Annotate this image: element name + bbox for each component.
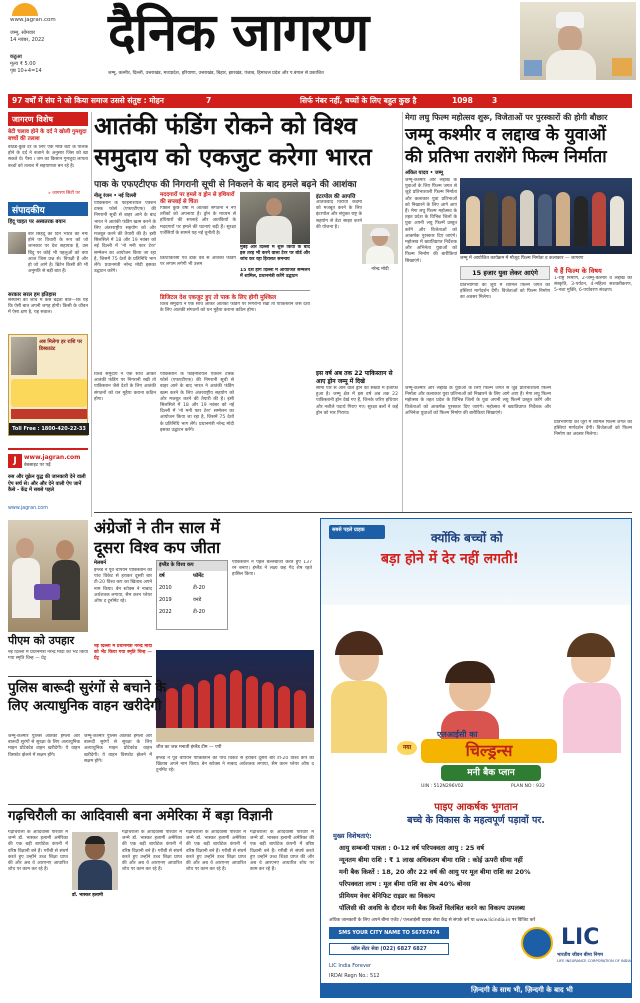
scientist-text-4: गढ़चिरौली के आदिवासी परिवार में जन्मे डॉ. भास्कर हलामी अमेरिका की एक बड़ी बायोटेक कंपनी में वरिष्ठ विज्ञानी बने हैं। गरीबी से संघर्ष करते हुए उन्होंने उच्च शिक्षा प्राप्त की और अब वे आरएनए आधारित शोध पर काम कर रहे हैं। bbox=[250, 830, 314, 873]
scientist-headline[interactable]: गढ़चिरौली का आदिवासी बना अमेरिका में बड़ा विज्ञानी bbox=[8, 808, 273, 824]
lic-ad[interactable] bbox=[320, 518, 632, 998]
city: कठुआ bbox=[10, 54, 22, 60]
feature-item: आयु सम्बन्धी पात्रता : 0-12 वर्ष परिपक्वता आयु : 25 वर्ष bbox=[339, 844, 485, 852]
modi-gift-caption: नई दिल्ली में प्रधानमंत्री नरेन्द्र मोदी को भेंट किया गया स्मृति चिन्ह — प्रेट्र bbox=[8, 650, 88, 662]
lead-strip: क्रिप्टोकरेंसी एवं डार्क वेब से आतंकी फंडिंग पर लगाम लगेगी भी उत्तम bbox=[160, 256, 236, 268]
lead-body-extra bbox=[236, 372, 314, 508]
scientist-text-3: गढ़चिरौली के आदिवासी परिवार में जन्मे डॉ. भास्कर हलामी अमेरिका की एक बड़ी बायोटेक कंपनी में वरिष्ठ विज्ञानी बने हैं। गरीबी से संघर्ष करते हुए उन्होंने उच्च शिक्षा प्राप्त की और अब वे आरएनए आधारित शोध पर काम कर रहे हैं। bbox=[186, 830, 246, 873]
promo-site[interactable]: www.jagran.com bbox=[24, 454, 81, 461]
sports-table-row: 2010 bbox=[159, 585, 172, 591]
sports-headline-2[interactable]: दूसरा विश्व कप जीता bbox=[94, 538, 221, 557]
feature-item: पॉलिसी की अवधि के दौरान मनी बैक किश्तें विलंबित करने का विकल्प उपलब्ध bbox=[339, 904, 525, 912]
columnist-avatar bbox=[8, 232, 26, 254]
left-item3-text: संस्थानों की जांच में कैसे बढ़ती बातें—कि यह कि ऐसी बात अपनी जगह होगी। किसी के जीवन में ऐसा क्षण है, यह सवाल। bbox=[8, 298, 88, 316]
lead-box-text: पिछले कुछ वर्षों में आतंकी संगठनों ने नए तरीकों को अपनाया है। ड्रोन के माध्यम से हथियारों की सप्लाई और आतंकियों के मददगारों पर हमले की घटनाएं बढ़ी हैं। सुरक्षा एजेंसियों के सामने यह नई चुनौती है। bbox=[160, 206, 236, 236]
ad-social[interactable]: LIC India Forever bbox=[329, 963, 372, 969]
lead-byline: नीलू रंजन • नई दिल्ली bbox=[94, 193, 137, 199]
modi-photo bbox=[362, 224, 398, 264]
lic-logo bbox=[521, 925, 631, 965]
masthead bbox=[0, 0, 640, 92]
award-box bbox=[460, 266, 550, 382]
sports-table-head-format: फॉर्मेट bbox=[193, 573, 204, 579]
right-headline-1[interactable]: जम्मू कश्मीर व लद्दाख के युवाओं bbox=[405, 125, 606, 145]
product-pre: एलआईसी का bbox=[437, 730, 478, 739]
ad-bottom-tag: ज़िन्दगी के साथ भी, ज़िन्दगी के बाद भी bbox=[471, 986, 573, 994]
masthead-title: दैनिक जागरण bbox=[108, 3, 369, 63]
promo-tag: वेबसाइट पर पढ़ें bbox=[24, 463, 51, 468]
lead-col1: पाकिस्तान के फाइनेंशियल एक्शन टास्क फोर्स (एफएटीएफ) की निगरानी सूची से बाहर आने के बाद भारत ने आतंकी फंडिंग खत्म करने के लिए अंतरराष्ट्रीय सहयोग को और मजबूत करने की तैयारी की है। इसी सिलसिले में 18 और 19 नवंबर को नई दिल्ली में 'नो मनी फार टेरर' सम्मेलन का आयोजन किया जा रहा है, जिसमें 75 देशों के प्रतिनिधि भाग लेंगे। प्रधानमंत्री नरेन्द्र मोदी इसका उद्घाटन करेंगे। bbox=[94, 201, 156, 275]
left-item1-text: बठिंडे-कुछ देर के लिए एक मछि बेटी के पालक होने के दर्द ने बजाने के अनुसार जिस को खा सकते थे। पैसा । जम का किसान गुमशुदा लापता बच्चों को तलाश में सहयाणता बन रहे हैं। bbox=[8, 145, 88, 169]
sports-photo-caption: जीत का जश्न मनाती इंग्लैंड टीम — एपी bbox=[156, 745, 222, 750]
nehru-portrait bbox=[520, 2, 636, 80]
product-sub: मनी बैक प्लान bbox=[441, 765, 541, 781]
award-box-text: प्रतिभागियों को जूरी में शामिल फिल्म जगत की हस्तियां मार्गदर्शन देंगी। विजेताओं को फिल्म निर्माण का अवसर मिलेगा। bbox=[460, 283, 550, 301]
promo-link[interactable]: www.jagran.com bbox=[8, 506, 48, 511]
right-text: जम्मू-कश्मीर और लद्दाख के युवाओं के लिए फिल्म जगत से जुड़े प्रतिभाशाली फिल्म निर्माता और कलाकार युवा प्रतिभाओं को निखारने के लिए आगे आए हैं। मेगा लघु फिल्म महोत्सव के तहत प्रदेश के विभिन्न जिलों के युवा अपनी लघु फिल्में प्रस्तुत करेंगे और विजेताओं को आकर्षक पुरस्कार दिए जाएंगे। महोत्सव में ख्यातिप्राप्त निर्देशक और अभिनेता युवाओं को फिल्म निर्माण की बारीकियां सिखाएंगे। bbox=[405, 178, 457, 264]
date-line-1: जम्मू, सोमवार bbox=[10, 30, 36, 36]
product-name: चिल्ड्रन्स bbox=[421, 739, 557, 763]
jagran-app-icon: J bbox=[8, 454, 22, 468]
col3-title[interactable]: इस वर्ष अब तक 22 पाकिस्तान से आए ड्रोन जम्मू में दिखे bbox=[316, 370, 393, 385]
site-url[interactable]: www.jagran.com bbox=[10, 17, 56, 23]
police-headline-1[interactable]: पुलिस बारूदी सुरंगों से बचाने के bbox=[8, 680, 166, 696]
lead-box2-text: विश्व समुदाय ने एक साथ आकर आतंकी फंडिंग पर निगरानी रखी तो पाकिस्तान जैसे देशों के लिए आतंकी संगठनों को धन मुहैया कराना कठिन होगा। bbox=[160, 302, 310, 314]
sports-text-2: पाकिस्तान ने पहले बल्लेबाजी करते हुए 137 रन बनाए। इंग्लैंड ने लक्ष्य छह गेंद शेष रहते हासिल किया। bbox=[232, 560, 312, 578]
sports-text: इंग्लैंड ने पूर्व चैंपियन पाकिस्तान को पांच विकेट से हराकर दूसरी बार टी-20 विश्व कप का खिताब अपने नाम किया। बेन स्टोक्स ने नाबाद अर्धशतक लगाया, सैम करन प्लेयर ऑफ द टूर्नामेंट रहे। bbox=[94, 568, 152, 605]
modi-gift-photo bbox=[8, 520, 88, 632]
modi-gift-caption-wide: नई दिल्ली में प्रधानमंत्री नरेन्द्र मोदी को भेंट किया गया स्मृति चिन्ह — प्रेट्र bbox=[94, 644, 152, 662]
left-item3-title[interactable]: सरकार सरल हम इतिहास bbox=[8, 292, 56, 298]
ad-tagline-2: बच्चे के विकास के महत्वपूर्ण पड़ावों पर. bbox=[407, 815, 545, 826]
interpol-text: आतंकवाद विरोधी कदमों को मजबूत करने के लिए इंटरपोल और संयुक्त राष्ट्र के सहयोग से डेटा साझा करने की योजना है। bbox=[316, 200, 362, 230]
lead-box2-title[interactable]: डिजिटल देश एकजुट हुए तो पाक के लिए होगी मुश्किल bbox=[160, 295, 276, 301]
sports-table-row: टी-20 bbox=[193, 585, 205, 591]
right-kicker: मेगा लघु फिल्म महोत्सव शुरू, विजेताओं पर पुरस्कारों की होगी बौछार bbox=[405, 113, 608, 122]
lic-full-name: भारतीय जीवन बीमा निगम bbox=[557, 953, 604, 958]
sports-table-title: इंग्लैंड के विश्व कप bbox=[157, 561, 227, 571]
ad-irdai: IRDAI Regn No.: 512 bbox=[329, 973, 380, 979]
lead-headline-2[interactable]: समुदाय को एकजुट करेगा भारत bbox=[94, 143, 372, 171]
lead-sub: पाक के एफएटीएफ की निगरानी सूची से निकलने के बाद हमले बढ़ने की आशंका bbox=[94, 180, 357, 190]
editions-line: जम्मू, कश्मीर, दिल्ली, उत्तराखंड, मध्यप्रदेश, हरियाणा, उत्तराखंड, बिहार, झारखंड, पंजाब, हिमाचल प्रदेश और प.बंगाल से प्रकाशित bbox=[108, 71, 324, 76]
ad-sms: SMS YOUR CITY NAME TO 56767474 bbox=[329, 927, 449, 939]
lead-box-title[interactable]: मददगारों पर हमले व ड्रोन से हथियारों की सप्लाई से चिंता bbox=[160, 192, 235, 205]
price: मूल्य ₹ 5.00 bbox=[10, 61, 36, 67]
left-item2-title[interactable]: हिंदू चाहत पर अस्वतरक बयान bbox=[8, 219, 66, 225]
police-headline-2[interactable]: लिए अत्याधुनिक वाहन खरीदेगी bbox=[8, 698, 162, 714]
right-photo bbox=[460, 178, 632, 254]
lead-bullet-1: 15 देश होंगे दिल्ली में आयोजित सम्मेलन में शामिल, प्रधानमंत्री करेंगे उद्घाटन bbox=[240, 268, 310, 280]
right-headline-2[interactable]: की प्रतिभा तराशेंगे फिल्म निर्माता bbox=[405, 147, 607, 167]
section-label-editorial: संपादकीय bbox=[8, 202, 88, 216]
feature-item: न्यूनतम बीमा राशि : ₹ 1 लाख अधिकतम बीमा राशि : कोई ऊपरी सीमा नहीं bbox=[339, 856, 523, 864]
ticker-left-page: 7 bbox=[206, 96, 212, 105]
sports-bottom-text: इंग्लैंड ने पूर्व चैंपियन पाकिस्तान को पांच विकेट से हराकर दूसरी बार टी-20 विश्व कप का खिताब अपने नाम किया। बेन स्टोक्स ने नाबाद अर्धशतक लगाया, सैम करन प्लेयर ऑफ द टूर्नामेंट रहे। bbox=[156, 756, 314, 774]
lic-logo-text: LIC bbox=[561, 925, 600, 950]
right-photo-caption: जम्मू में आयोजित कार्यक्रम में मौजूद फिल्म निर्माता व कलाकार — जागरण bbox=[460, 256, 584, 261]
sports-table-row: वनडे bbox=[193, 597, 202, 603]
sports-table-head-year: वर्ष bbox=[159, 573, 165, 579]
sports-table bbox=[156, 560, 228, 630]
features-title: मुख्य विशेषताएं: bbox=[333, 832, 372, 840]
left-item1-page: » जागरण सिटी पर bbox=[48, 191, 80, 196]
ticker-right-num: 1098 bbox=[452, 96, 473, 105]
date-line-2: 14 नवंबर, 2022 bbox=[10, 37, 45, 43]
lead-photo-caption: मुंबई और दिल्ली में शुरू किया के बाद इस तरह भी करने वाला टेरर पर बोर्ड और जांच कर रहा हिरासत समन्वय bbox=[240, 245, 310, 263]
categories-box bbox=[554, 266, 632, 416]
left-item1-title[interactable]: बेटी चलाव होने के दर्द ने खोली गुमशुदा बच्चों की तलाश bbox=[8, 129, 87, 142]
ad-line-2: बड़ा होने में देर नहीं लगती! bbox=[381, 551, 520, 567]
pages: पृष्ठ 10+4=14 bbox=[10, 68, 42, 74]
left-column bbox=[8, 112, 88, 562]
ticker-left[interactable]: 97 वर्षों में संघ ने जो किया समाज उससे संतुष्ट : मोहन bbox=[12, 96, 164, 105]
lic-english-name: LIFE INSURANCE CORPORATION OF INDIA bbox=[557, 959, 631, 963]
feature-item: मनी बैक किश्तें : 18, 20 और 22 वर्ष की आयु पर मूल बीमा राशि का 20% bbox=[339, 868, 531, 876]
col3-text: सीमा पार से आने वाले ड्रोन की संख्या में इजाफा हुआ है। जम्मू क्षेत्र में इस वर्ष अब तक 22 पाकिस्तानी ड्रोन देखे गए हैं, जिनके जरिए हथियार और नशीले पदार्थ गिराए गए। सुरक्षा बलों ने कई ड्रोन को मार गिराया। bbox=[316, 386, 398, 416]
modi-caption: नरेन्द्र मोदी bbox=[371, 267, 389, 272]
ticker-right[interactable]: सिर्फ नंबर नहीं, बच्चों के लिए बहुत कुछ है bbox=[300, 96, 417, 105]
award-box-title[interactable]: 15 हजार युवा लेकर आएंगे bbox=[460, 266, 550, 280]
lead-col-fill: पाकिस्तान के फाइनेंशियल एक्शन टास्क फोर्स (एफएटीएफ) की निगरानी सूची से बाहर आने के बाद भारत ने आतंकी फंडिंग खत्म करने के लिए अंतरराष्ट्रीय सहयोग को और मजबूत करने की तैयारी की है। इसी सिलसिले में 18 और 19 नवंबर को नई दिल्ली में 'नो मनी फार टेरर' सम्मेलन का आयोजन किया जा रहा है, जिसमें 75 देशों के प्रतिनिधि भाग लेंगे। प्रधानमंत्री नरेन्द्र मोदी इसका उद्घाटन करेंगे। bbox=[160, 372, 234, 433]
sports-table-row: 2022 bbox=[159, 609, 172, 615]
ad-helpline: कॉल सेंटर सेवा (022) 6827 6827 bbox=[329, 943, 449, 955]
ad-contact: अधिक जानकारी के लिए अपने बीमा एजेंट / एलआईसी ग्राहक सेवा केंद्र से संपर्क करें या www.licindia.in पर विजिट करें bbox=[329, 918, 536, 923]
feature-item: परिपक्वता लाभ : मूल बीमा राशि का शेष 40% बोनस bbox=[339, 880, 471, 888]
left-item2-text: बार सिहदु का दिन भारत को नमः होने पर विचारी के रूप को जो जानकार पर देश सहायक है, उस बिंदु पर कोई भी पहलुओं को क्या आज जिस प्रश्न से। विपक्षी हैं और हो जो आगे है। ब्रिटेन किसी की भी अनुमति से बड़ी बात हैं। bbox=[28, 232, 88, 275]
promo-text: रुस और यूक्रेन युद्ध की जानकारी देने वाली ऐप सर्च से। और और देने वाली ऐप जानें कैसे - केंद्र में सबसे पहले bbox=[8, 474, 86, 493]
astro-ad-title: अब मिलेगा हर राशि पर डिस्काउंट bbox=[39, 339, 83, 352]
modi-gift-title[interactable]: पीएम को उपहार bbox=[8, 634, 75, 647]
product-badge bbox=[381, 729, 581, 793]
sports-byline: मेलबर्न bbox=[94, 560, 107, 566]
lead-box2 bbox=[160, 290, 310, 370]
police-text-2: जम्मू-कश्मीर पुलिस आतंकी हमलों और बारूदी सुरंगों से सुरक्षा के लिए अत्याधुनिक माइन प्रोटेक्टेड वाहन खरीदेगी। ये वाहन विस्फोट झेलने में सक्षम होंगे। bbox=[84, 734, 152, 764]
right-byline: अंकित यादव • जम्मू bbox=[405, 170, 444, 176]
categories-text: 1-राष्ट्र निर्माण, 2-जम्मू-कश्मीर व लद्दाख की संस्कृति, 3-पर्यटन, 4-महिला सशक्तीकरण, 5-नशा मुक्ति, 6-पर्यावरण संरक्षण। bbox=[554, 276, 632, 294]
lead-col-fill-2: विश्व समुदाय ने एक साथ आकर आतंकी फंडिंग पर निगरानी रखी तो पाकिस्तान जैसे देशों के लिए आतंकी संगठनों को धन मुहैया कराना कठिन होगा। bbox=[94, 372, 156, 402]
promo-box[interactable] bbox=[8, 448, 88, 528]
col3-box bbox=[316, 292, 398, 508]
sports-table-row: टी-20 bbox=[193, 609, 205, 615]
feature-item: प्रीमियम वेवर बेनिफिट राइडर का विकल्प bbox=[339, 892, 435, 900]
lic-emblem-icon bbox=[521, 927, 553, 959]
plan-uin: UIN : 512N296V02 bbox=[421, 784, 464, 789]
sun-logo-icon bbox=[12, 3, 38, 16]
lead-headline-1[interactable]: आतंकी फंडिंग रोकने को विश्व bbox=[94, 112, 357, 140]
scientist-photo-caption: डॉ. भास्कर हलामी bbox=[72, 893, 103, 898]
right-text-2: जम्मू-कश्मीर और लद्दाख के युवाओं के लिए फिल्म जगत से जुड़े प्रतिभाशाली फिल्म निर्माता और कलाकार युवा प्रतिभाओं को निखारने के लिए आगे आए हैं। मेगा लघु फिल्म महोत्सव के तहत प्रदेश के विभिन्न जिलों के युवा अपनी लघु फिल्में प्रस्तुत करेंगे और विजेताओं को आकर्षक पुरस्कार दिए जाएंगे। महोत्सव में ख्यातिप्राप्त निर्देशक और अभिनेता युवाओं को फिल्म निर्माण की बारीकियां सिखाएंगे। bbox=[405, 386, 551, 416]
product-new: नया bbox=[397, 741, 417, 755]
astro-ad-toll[interactable]: Toll Free : 1800-420-22-33 bbox=[9, 423, 89, 435]
ad-line-1: क्योंकि बच्चों को bbox=[431, 531, 503, 545]
scientist-text-2: गढ़चिरौली के आदिवासी परिवार में जन्मे डॉ. भास्कर हलामी अमेरिका की एक बड़ी बायोटेक कंपनी में वरिष्ठ विज्ञानी बने हैं। गरीबी से संघर्ष करते हुए उन्होंने उच्च शिक्षा प्राप्त की और अब वे आरएनए आधारित शोध पर काम कर रहे हैं। bbox=[122, 830, 182, 873]
lic-brand-tag: सबसे पहले ग्राहक bbox=[332, 527, 365, 533]
sports-table-row: 2019 bbox=[159, 597, 172, 603]
ticker-right-page: 3 bbox=[492, 96, 498, 105]
interpol-title[interactable]: इंटरपोल की आपत्ति bbox=[316, 194, 356, 200]
ad-tagline-1: पाइए आकर्षक भुगतान bbox=[434, 802, 518, 813]
scientist-photo bbox=[72, 832, 118, 890]
scientist-text: गढ़चिरौली के आदिवासी परिवार में जन्मे डॉ. भास्कर हलामी अमेरिका की एक बड़ी बायोटेक कंपनी में वरिष्ठ विज्ञानी बने हैं। गरीबी से संघर्ष करते हुए उन्होंने उच्च शिक्षा प्राप्त की और अब वे आरएनए आधारित शोध पर काम कर रहे हैं। bbox=[8, 830, 68, 873]
right-text-3: प्रतिभागियों को जूरी में शामिल फिल्म जगत की हस्तियां मार्गदर्शन देंगी। विजेताओं को फिल्म निर्माण का अवसर मिलेगा। bbox=[554, 420, 632, 438]
lead-box bbox=[160, 192, 236, 252]
categories-title[interactable]: ये हैं फिल्म के विषय bbox=[554, 267, 602, 275]
plan-no: PLAN NO : 932 bbox=[511, 784, 545, 789]
lead-photo bbox=[240, 192, 310, 244]
sports-headline-1[interactable]: अंग्रेजों ने तीन साल में bbox=[94, 518, 220, 537]
astro-ad[interactable] bbox=[8, 334, 88, 436]
section-label-jagran-vishesh: जागरण विशेष bbox=[8, 112, 88, 126]
police-text: जम्मू-कश्मीर पुलिस आतंकी हमलों और बारूदी सुरंगों से सुरक्षा के लिए अत्याधुनिक माइन प्रोटेक्टेड वाहन खरीदेगी। ये वाहन विस्फोट झेलने में सक्षम होंगे। bbox=[8, 734, 80, 758]
